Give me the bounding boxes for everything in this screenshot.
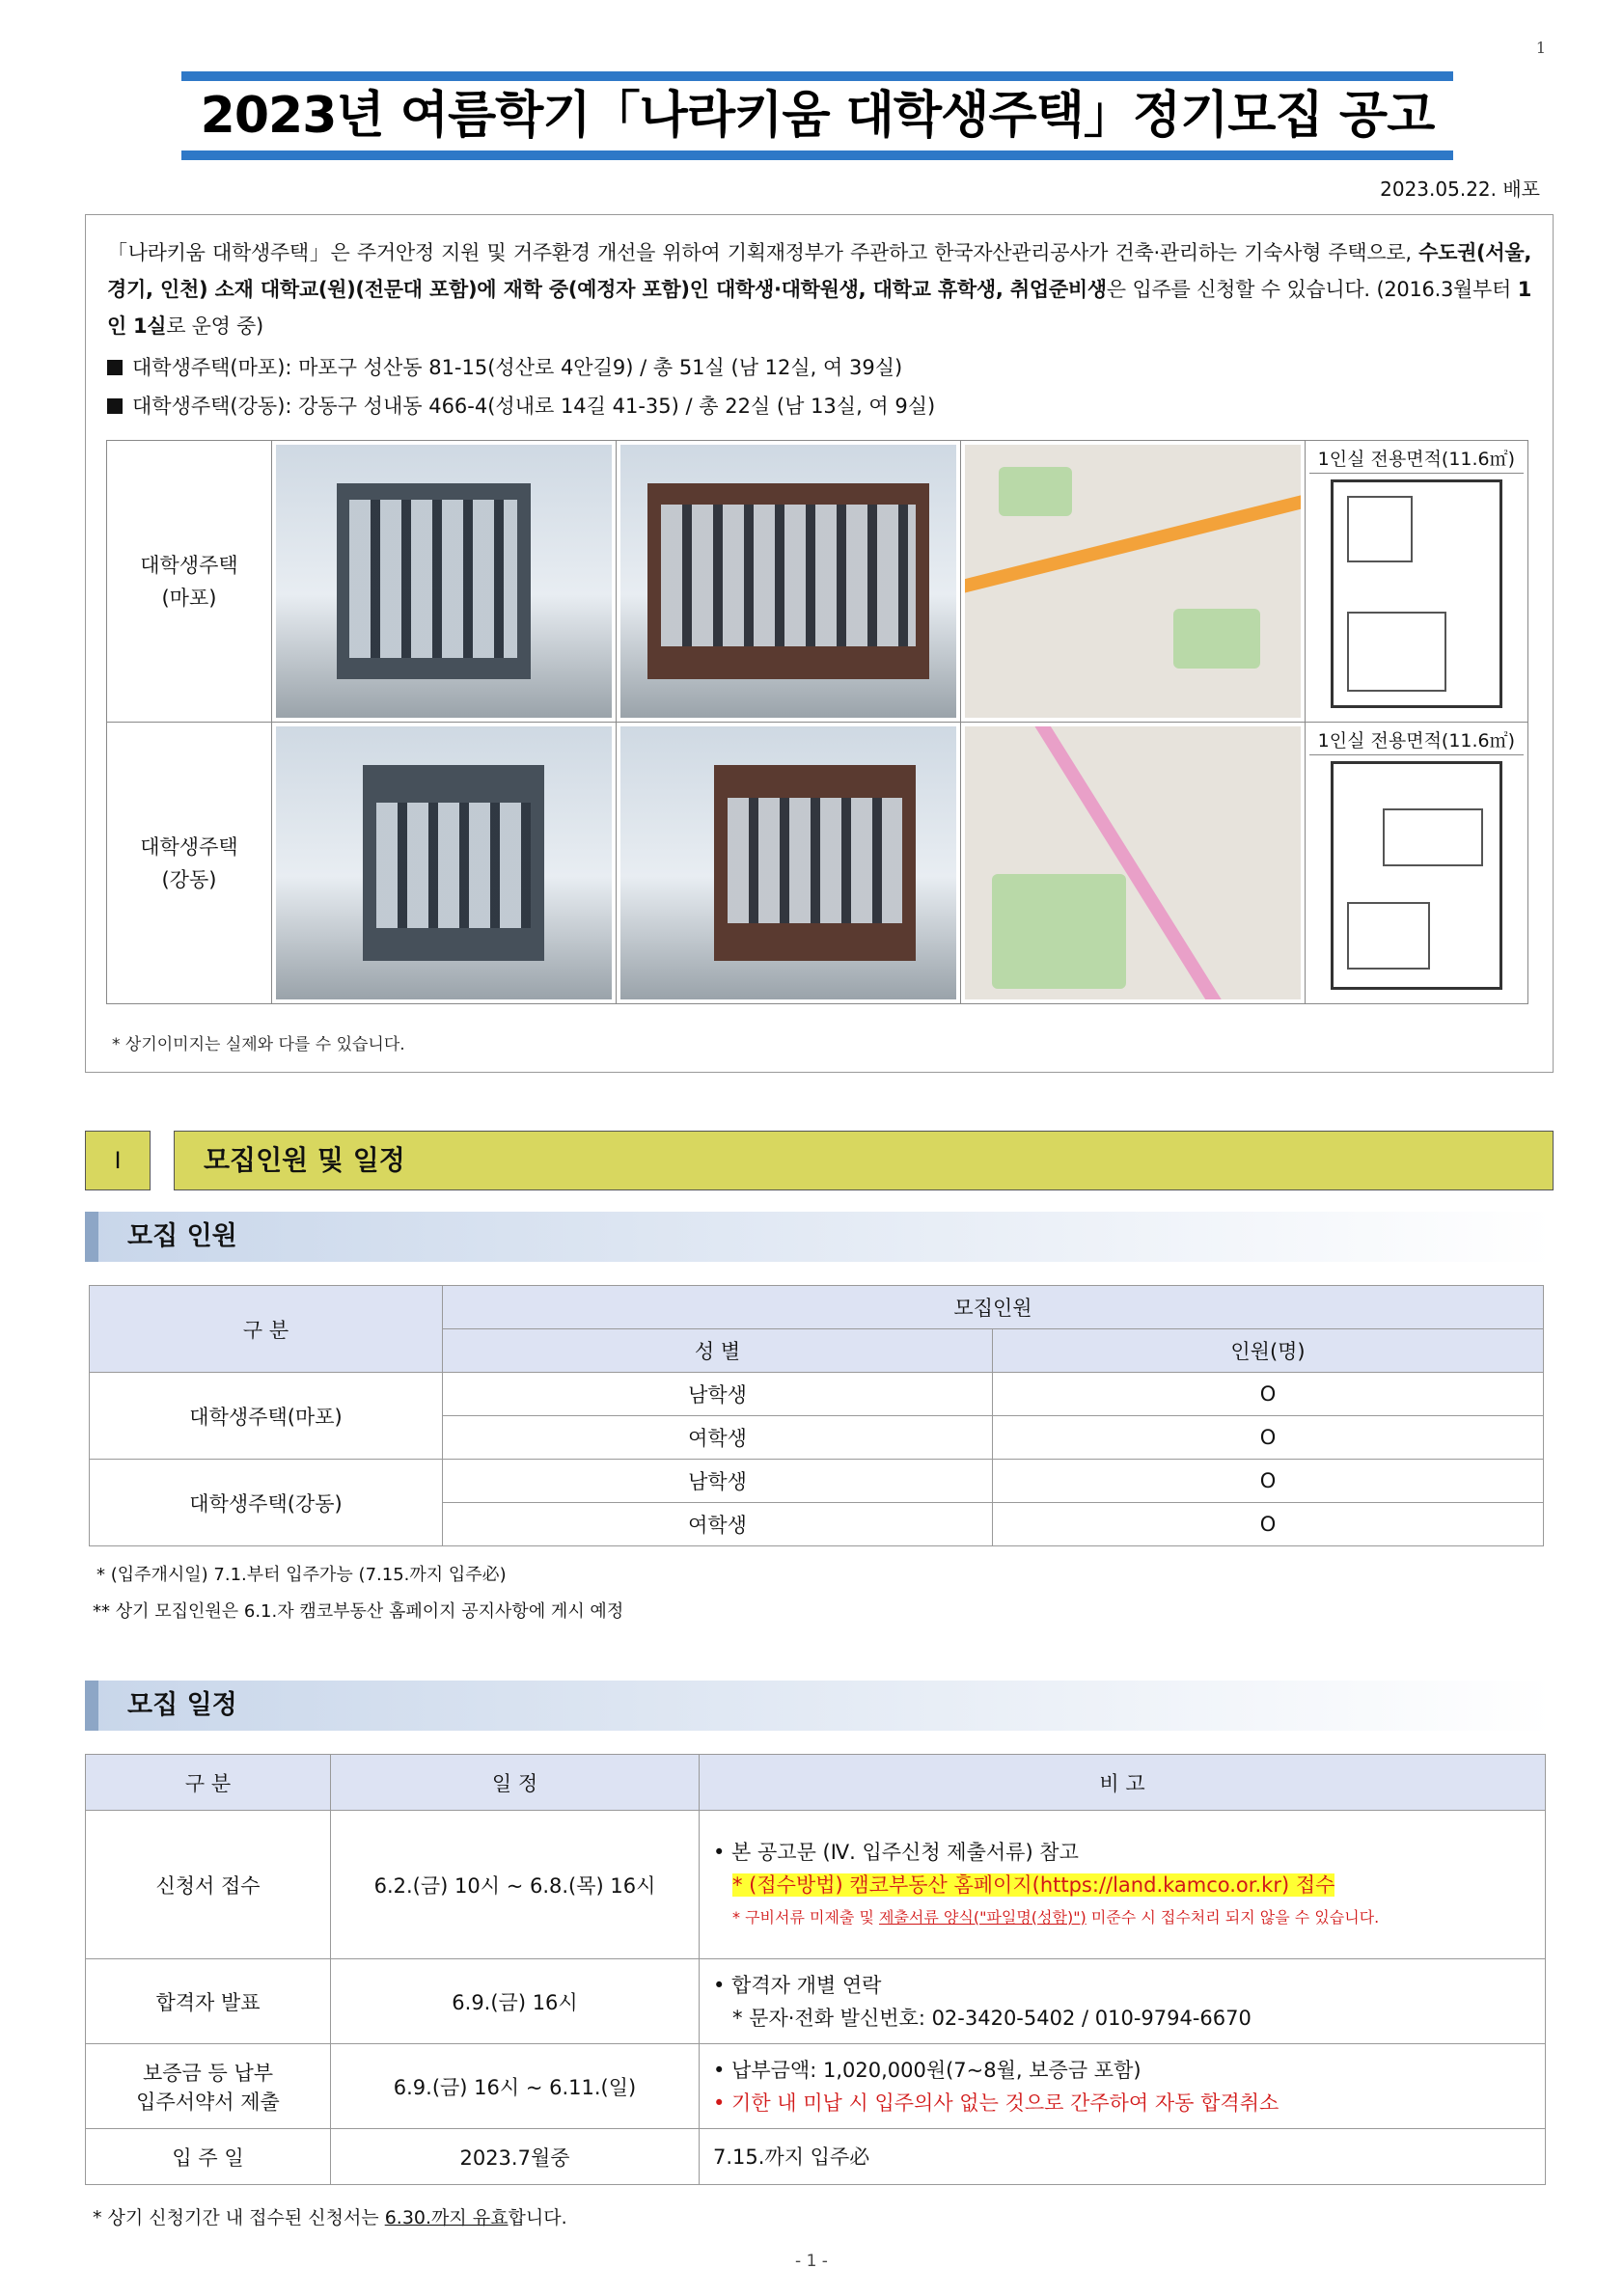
- row-category: [86, 2044, 331, 2129]
- table-row: [90, 1373, 1544, 1416]
- row-gender: 남학생: [443, 1460, 993, 1503]
- row-category: 신청서 접수: [86, 1811, 331, 1959]
- row-house: 대학생주택(마포): [90, 1373, 443, 1460]
- house-info-text: 대학생주택(마포): 마포구 성산동 81-15(성산로 4안길9) / 총 51실 (남 12실, 여 39실): [132, 356, 903, 379]
- house-info-mapo: [107, 348, 1531, 387]
- title-rule-bottom: [181, 150, 1453, 160]
- remark-highlight: * (접수방법) 캠코부동산 홈페이지(https://land.kamco.or.kr) 접수: [732, 1872, 1335, 1897]
- building-render-image: [276, 445, 612, 718]
- title-block: [181, 71, 1453, 160]
- row-count: O: [993, 1416, 1544, 1460]
- room-shape: [1347, 612, 1446, 692]
- floorplan-gangdong: [1305, 723, 1527, 1004]
- issue-date: 2023.05.22. 배포: [1380, 178, 1540, 201]
- intro-eligibility: 수도권(서울, 경기, 인천) 소재 대학교(원)(전문대 포함)에 재학 중(예정자 포함)인 대학생·대학원생, 대학교 휴학생, 취업준비생: [107, 241, 1531, 301]
- map-mapo: [960, 441, 1305, 723]
- row-count: O: [993, 1373, 1544, 1416]
- map-gangdong: [960, 723, 1305, 1004]
- park-shape: [999, 467, 1073, 516]
- validity-note: [93, 2203, 567, 2229]
- title-rule-top: [181, 71, 1453, 81]
- subsection-title: 모집 인원: [127, 1221, 237, 1251]
- note-text: * 상기 신청기간 내 접수된 신청서는: [93, 2207, 385, 2228]
- floorplan-caption: 1인실 전용면적(11.6㎡): [1309, 726, 1524, 755]
- table-row: [86, 1959, 1546, 2044]
- floorplan-outline: [1331, 761, 1502, 990]
- page-title: 2023년 여름학기「나라키움 대학생주택」정기모집 공고: [200, 87, 1435, 145]
- floorplan-outline: [1331, 479, 1502, 708]
- subsection-accent: [85, 1681, 98, 1731]
- row-date: 2023.7월중: [331, 2129, 700, 2185]
- row-count: O: [993, 1460, 1544, 1503]
- building-render-image: [276, 726, 612, 999]
- subsection-accent: [85, 1212, 98, 1262]
- footer-page-number: - 1 -: [795, 2252, 828, 2271]
- row-remark: [700, 2044, 1546, 2129]
- row-gender: 여학생: [443, 1503, 993, 1546]
- room-shape: [1383, 808, 1482, 866]
- intro-paragraph: [107, 234, 1531, 344]
- col-remark: 비 고: [700, 1755, 1546, 1811]
- row-category: 입 주 일: [86, 2129, 331, 2185]
- park-shape: [1173, 609, 1260, 669]
- square-bullet-icon: [107, 398, 123, 414]
- square-bullet-icon: [107, 360, 123, 375]
- subsection-title: 모집 일정: [127, 1690, 237, 1720]
- category-line: 보증금 등 납부: [142, 2061, 274, 2085]
- remark-text: * 구비서류 미제출 및: [732, 1907, 879, 1927]
- house-info-text: 대학생주택(강동): 강동구 성내동 466-4(성내로 14길 41-35) / 총 22실 (남 13실, 여 9실): [132, 395, 936, 418]
- intro-text: 로 운영 중): [166, 314, 263, 338]
- recruit-note-1: * (입주개시일) 7.1.부터 입주가능 (7.15.까지 입주必): [96, 1565, 507, 1585]
- section-title: 모집인원 및 일정: [174, 1131, 1554, 1190]
- photo-table: [106, 440, 1528, 1004]
- table-row: [86, 1811, 1546, 1959]
- row-house: 대학생주택(강동): [90, 1460, 443, 1546]
- row-remark: [700, 1811, 1546, 1959]
- park-shape: [992, 874, 1126, 989]
- intro-text: 은 입주를 신청할 수 있습니다. (2016.3월부터: [1106, 278, 1518, 301]
- floorplan-image: [1309, 726, 1524, 999]
- remark-line: * 문자·전화 발신번호: 02-3420-5402 / 010-9794-6670: [732, 2006, 1252, 2030]
- photo-disclaimer: * 상기이미지는 실제와 다를 수 있습니다.: [112, 1035, 405, 1054]
- section-header: [85, 1131, 1554, 1190]
- remark-line: • 납부금액: 1,020,000원(7~8월, 보증금 포함): [713, 2058, 1142, 2082]
- intro-single-room: 1인 1실: [107, 278, 1531, 338]
- remark-line: • 본 공고문 (Ⅳ. 입주신청 제출서류) 참고: [713, 1840, 1079, 1864]
- col-gender: 성 별: [443, 1329, 993, 1373]
- building-photo-image: [620, 445, 956, 718]
- building-photo-image: [620, 726, 956, 999]
- schedule-table: [85, 1754, 1546, 2185]
- col-date: 일 정: [331, 1755, 700, 1811]
- subsection-recruit: [85, 1212, 1554, 1262]
- photo-exterior-gangdong: [616, 723, 960, 1004]
- subsection-schedule: [85, 1681, 1554, 1731]
- remark-line: • 합격자 개별 연락: [713, 1973, 882, 1997]
- intro-text: 「나라키움 대학생주택」은 주거안정 지원 및 거주환경 개선을 위하여 기획재정부가 주관하고 한국자산관리공사가 건축·관리하는 기숙사형 주택으로,: [107, 241, 1419, 264]
- remark-underline: 제출서류 양식("파일명(성함)"): [879, 1907, 1087, 1927]
- row-count: O: [993, 1503, 1544, 1546]
- remark-text: 미준수 시 접수처리 되지 않을 수 있습니다.: [1086, 1907, 1380, 1927]
- row-remark: [700, 1959, 1546, 2044]
- windows-shape: [376, 803, 531, 928]
- label-line: 대학생주택: [140, 553, 238, 577]
- category-line: 입주서약서 제출: [136, 2090, 280, 2114]
- row-remark: 7.15.까지 입주必: [700, 2129, 1546, 2185]
- remark-line: [713, 1901, 1545, 1934]
- remark-line: • 기한 내 미납 시 입주의사 없는 것으로 간주하여 자동 합격취소: [713, 2091, 1279, 2115]
- table-row: [90, 1460, 1544, 1503]
- note-underline: 6.30.까지 유효: [384, 2207, 509, 2228]
- label-line: (강동): [161, 867, 217, 891]
- floorplan-image: [1309, 445, 1524, 718]
- row-date: 6.9.(금) 16시 ~ 6.11.(일): [331, 2044, 700, 2129]
- col-group: 모집인원: [443, 1286, 1544, 1329]
- photo-exterior-mapo: [616, 441, 960, 723]
- label-line: (마포): [161, 586, 217, 610]
- table-row: [86, 2129, 1546, 2185]
- col-count: 인원(명): [993, 1329, 1544, 1373]
- photo-render-gangdong: [271, 723, 616, 1004]
- photo-render-mapo: [271, 441, 616, 723]
- row-gender: 남학생: [443, 1373, 993, 1416]
- house-info-gangdong: [107, 387, 1531, 425]
- room-shape: [1347, 496, 1414, 562]
- windows-shape: [349, 500, 517, 658]
- floorplan-mapo: [1305, 441, 1527, 723]
- page-number: 1: [1535, 39, 1546, 57]
- row-date: 6.2.(금) 10시 ~ 6.8.(목) 16시: [331, 1811, 700, 1959]
- windows-shape: [661, 505, 916, 646]
- table-row: [86, 2044, 1546, 2129]
- location-map-image: [965, 726, 1301, 999]
- recruit-table: [89, 1285, 1544, 1546]
- label-line: 대학생주택: [140, 834, 238, 859]
- row-category: 합격자 발표: [86, 1959, 331, 2044]
- row-date: 6.9.(금) 16시: [331, 1959, 700, 2044]
- room-shape: [1347, 902, 1430, 969]
- remark-line: [713, 1869, 1545, 1901]
- photo-row-label-mapo: [107, 441, 272, 723]
- col-category: 구 분: [90, 1286, 443, 1373]
- location-map-image: [965, 445, 1301, 718]
- windows-shape: [728, 798, 902, 923]
- section-number: Ⅰ: [85, 1131, 151, 1190]
- col-category: 구 분: [86, 1755, 331, 1811]
- note-text: 합니다.: [508, 2207, 567, 2228]
- row-gender: 여학생: [443, 1416, 993, 1460]
- photo-row-label-gangdong: [107, 723, 272, 1004]
- recruit-note-2: ** 상기 모집인원은 6.1.자 캠코부동산 홈페이지 공지사항에 게시 예정: [93, 1601, 624, 1622]
- floorplan-caption: 1인실 전용면적(11.6㎡): [1309, 445, 1524, 474]
